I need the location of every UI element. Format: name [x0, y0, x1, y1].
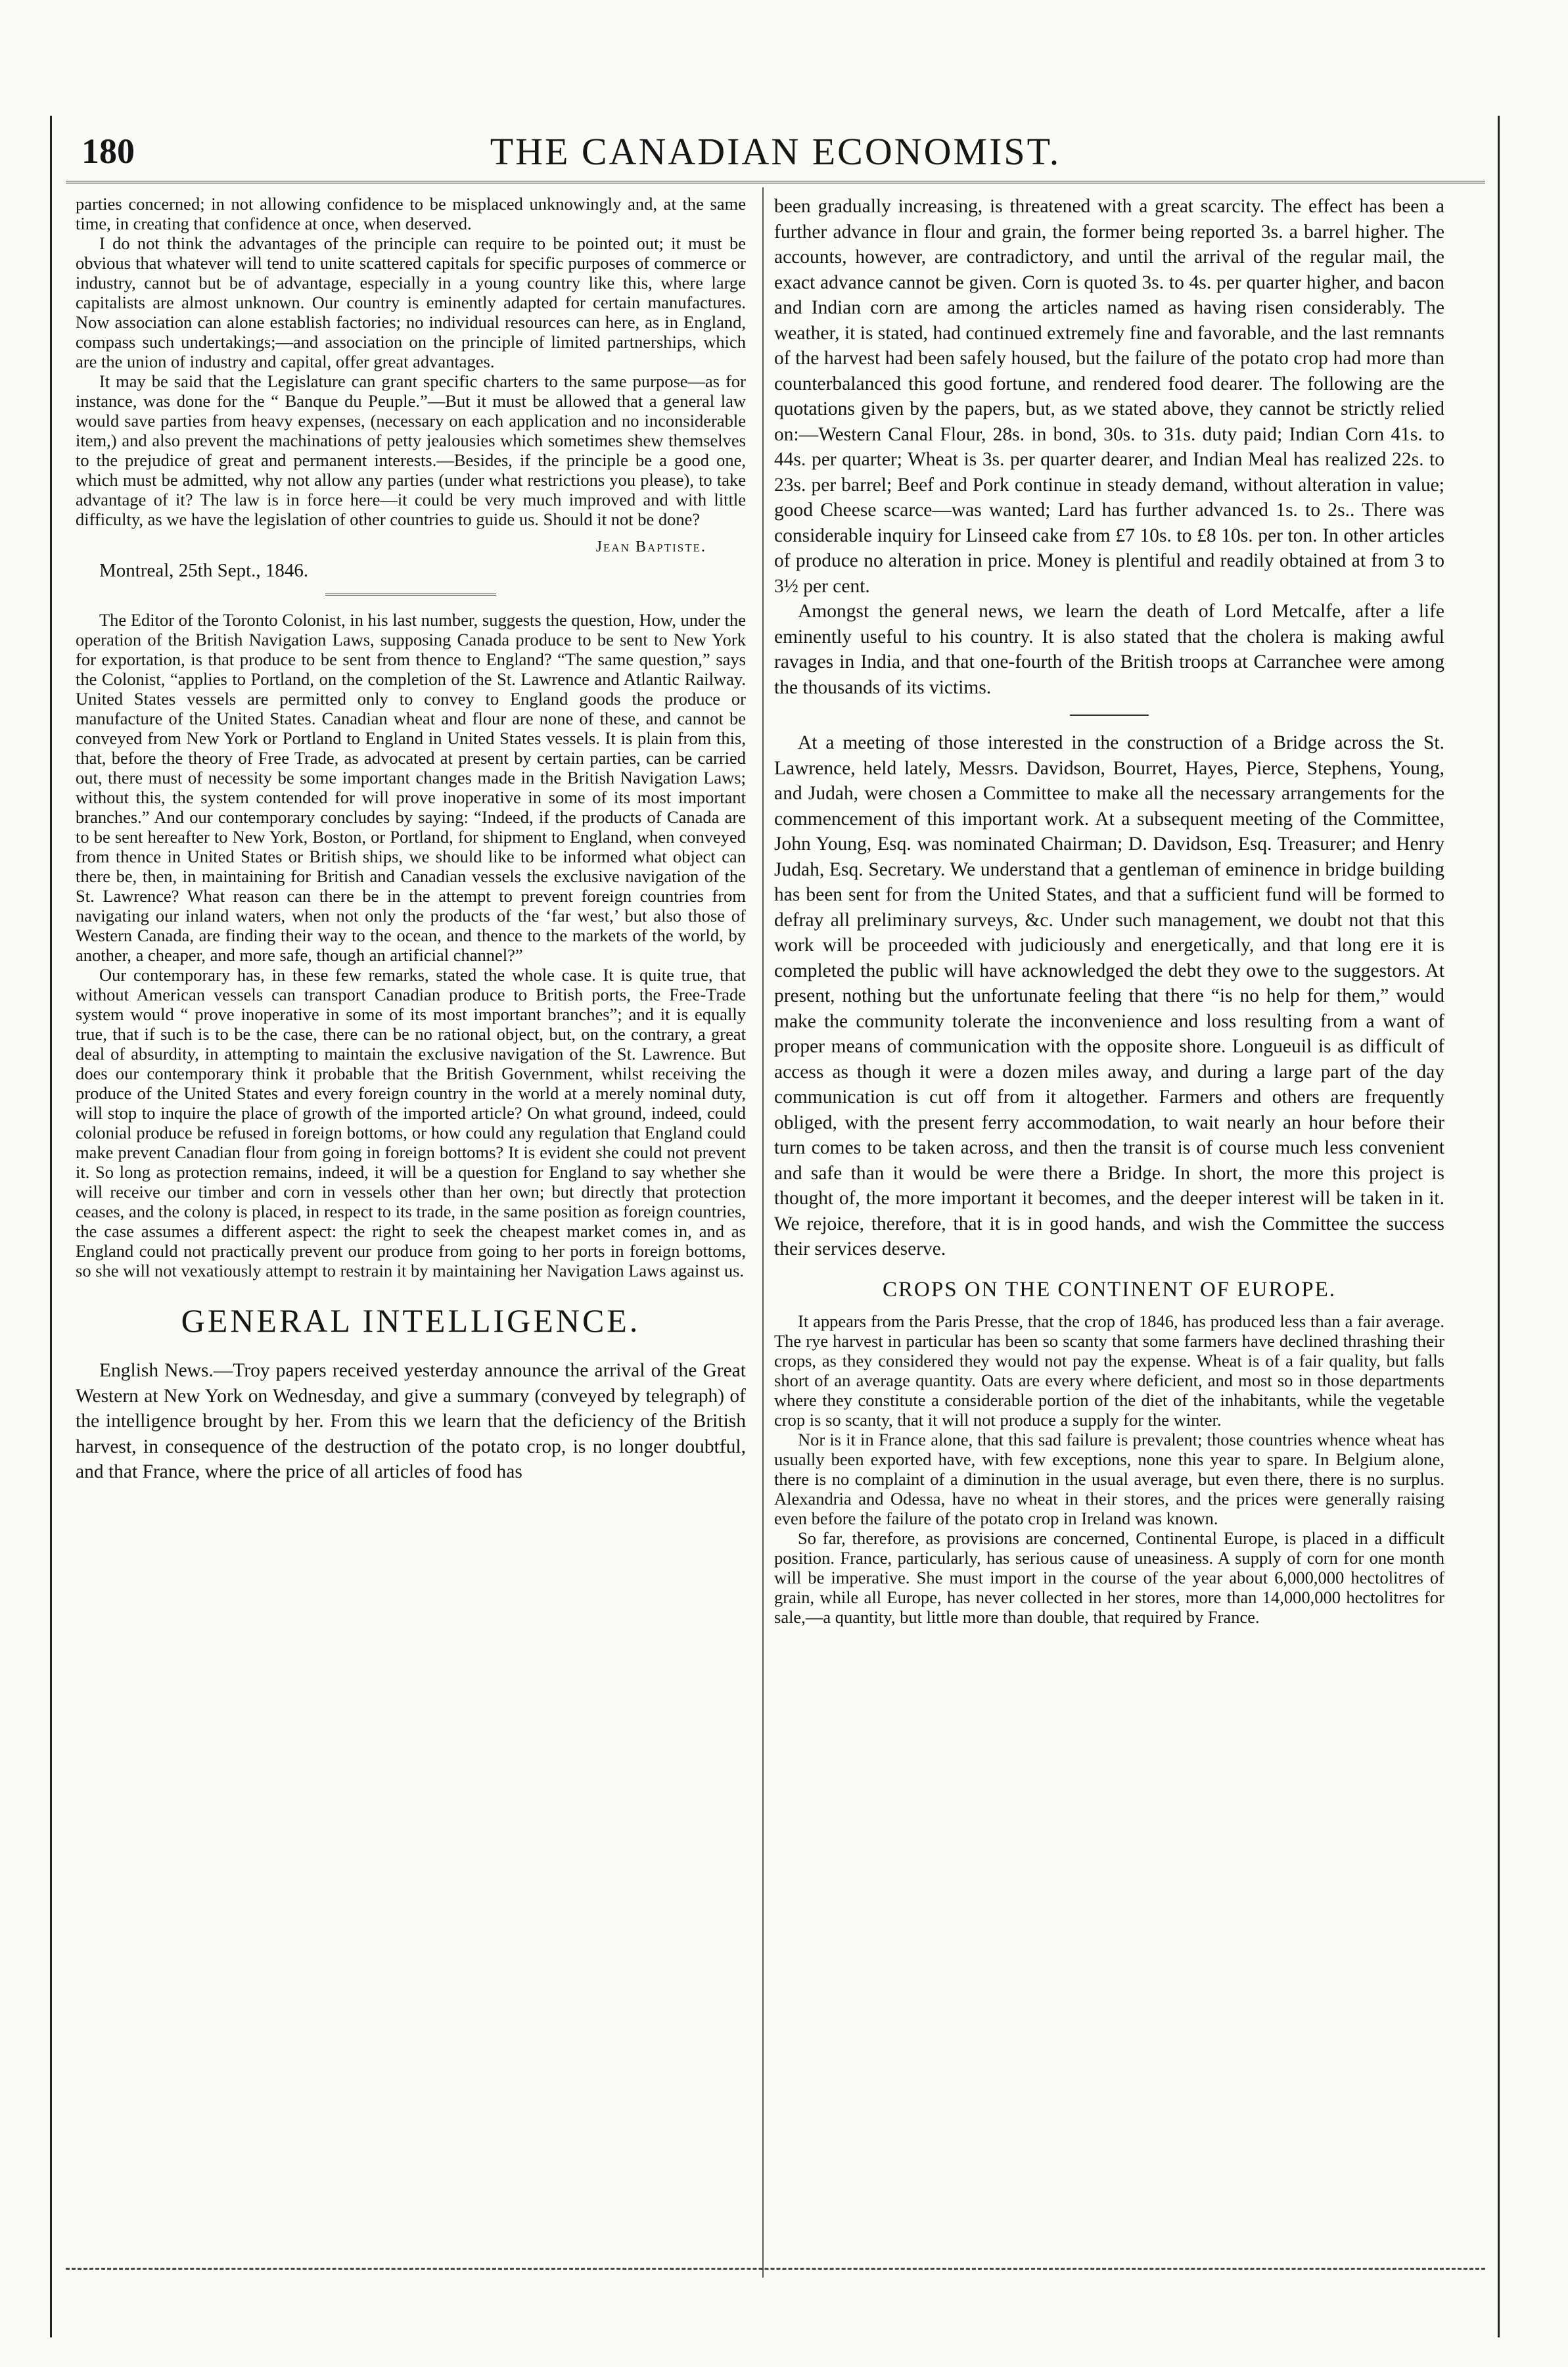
left-column — [76, 194, 746, 1485]
running-head — [66, 128, 1485, 183]
letter-dateline: Montreal, 25th Sept., 1846. — [99, 560, 309, 581]
crops-subheading: CROPS ON THE CONTINENT OF EUROPE. — [882, 1277, 1336, 1301]
page-number: 180 — [81, 131, 135, 171]
right-paragraph-3: At a meeting of those interested in the construction of a Bridge across the St. Lawrence, held lately, Messrs. Davidson, Bourret, Hayes, Pierce, Stephens, Young, and Judah, were chosen a Committee to make all the necessary arrangements for the commencement of this important work. At a subsequent meeting of the Committee, John Young, Esq. was nominated Chairman; D. Davidson, Esq. Treasurer; and Henry Judah, Esq. Secretary. We understand that a gentleman of eminence in bridge building has been sent for from the United States, and that a sufficient fund will be formed to defray all preliminary surveys, &c. Under such management, we doubt not that this work will be proceeded with judiciously and energetically, and that long ere it is completed the public will have acknowledged the debt they owe to the suggestors. At present, nothing but the unfortunate feeling that there “is no help for them,” would make the community tolerate the inconvenience and loss resulting from a want of proper means of communication with the opposite shore. Longueuil is as difficult of access as though it were a dozen miles away, and during a large part of the day communication is cut off from it altogether. Farmers and others are frequently obliged, with the present ferry accommodation, to wait nearly an hour before their turn comes to be taken across, and then the transit is of course much less convenient and safe than it would be were there a Bridge. In short, the more this project is thought of, the more important it becomes, and the deeper interest will be taken in it. We rejoice, therefore, that it is in good hands, and wish the Committee the success their services deserve. — [774, 732, 1444, 1259]
journal-title: THE CANADIAN ECONOMIST. — [490, 130, 1061, 173]
left-paragraph-2: I do not think the advantages of the principle can require to be pointed out; it must be obvious that whatever will tend to unite scattered capitals for specific purposes of commerce or industry, cannot but be of advantage, especially in a young country like this, where large capitalists are almost unknown. Our country is eminently adapted for certain manufactures. Now association can alone establish factories; no individual resources can here, as in England, compass such undertakings;—and association on the principle of limited partnerships, which are the union of industry and capital, offer great advantages. — [76, 233, 746, 371]
bottom-rule — [66, 2268, 1485, 2270]
section-heading: GENERAL INTELLIGENCE. — [181, 1302, 641, 1339]
left-paragraph-4: The Editor of the Toronto Colonist, in his last number, suggests the question, How, under the operation of the British Navigation Laws, supposing Canada produce to be sent to New York for exportation, is that produce to be sent from thence to England? “The same question,” says the Colonist, “applies to Portland, on the completion of the St. Lawrence and Atlantic Railway. United States vessels are permitted only to convey to England goods the produce or manufacture of the United States. Canadian wheat and flour are none of these, and cannot be conveyed from New York or Portland to England in United States vessels. It is plain from this, that, before the theory of Free Trade, as advocated at present by certain parties, can be carried out, there must of necessity be some important changes made in the British Navigation Laws; without this, the system contended for will prove inoperative in some of its most important branches.” And our contemporary concludes by saying: “Indeed, if the products of Canada are to be sent hereafter to New York, Boston, or Portland, for shipment to England, when conveyed from thence in United States or British ships, we should like to be informed what object can there be, then, in maintaining for British and Canadian vessels the exclusive navigation of the St. Lawrence? What reason can there be in the attempt to prevent foreign countries from navigating our inland waters, when not only the products of the ‘far west,’ but also those of Western Canada, are finding their way to the ocean, and thence to the markets of the world, by another, a cheaper, and more safe, though an artificial channel?” — [76, 610, 746, 965]
right-paragraph-1: been gradually increasing, is threatened with a great scarcity. The effect has been a further advance in flour and grain, the former being reported 3s. a barrel higher. The accounts, however, are contradictory, and until the arrival of the regular mail, the exact advance cannot be given. Corn is quoted 3s. to 4s. per quarter higher, and bacon and Indian corn are among the articles named as having risen considerably. The weather, it is stated, had continued extremely fine and favorable, and the last remnants of the harvest had been safely housed, but the failure of the potato crop had more than counterbalanced this good fortune, and rendered food dearer. The following are the quotations given by the papers, but, as we stated above, they cannot be strictly relied on:—Western Canal Flour, 28s. in bond, 30s. to 31s. duty paid; Indian Corn 41s. to 44s. per quarter; Wheat is 3s. per quarter dearer, and Indian Meal has realized 22s. to 23s. per barrel; Beef and Pork continue in steady demand, without alteration in value; good Cheese scarce—was wanted; Lard has further advanced 1s. to 2s.. There was considerable inquiry for Linseed cake from £7 10s. to £8 10s. per ton. In other articles of produce no alteration in price. Money is plentiful and readily obtained at from 3 to 3½ per cent. — [774, 196, 1444, 597]
right-column — [774, 194, 1444, 1627]
letter-signature: Jean Baptiste. — [595, 538, 706, 555]
left-paragraph-5: Our contemporary has, in these few remarks, stated the whole case. It is quite true, that without American vessels can transport Canadian produce to British ports, the Free-Trade system would “ prove inoperative in some of its most important branches”; and it is equally true, that if such is to be the case, there can be no rational object, but, on the contrary, a great deal of absurdity, in attempting to maintain the exclusive navigation of the St. Lawrence. But does our contemporary think it probable that the British Government, whilst receiving the produce of the United States and every foreign country in the world at a merely nominal duty, will stop to inquire the place of growth of the imported article? On what ground, indeed, could colonial produce be refused in foreign bottoms, or how could any regulation that England could make prevent Canadian flour from going in foreign bottoms? It is evident she could not prevent it. So long as protection remains, indeed, it will be a question for England to say whether she will receive our timber and corn in vessels other than her own; but directly that protection ceases, and the colony is placed, in respect to its trade, in the same position as foreign countries, the case assumes a different aspect: the right to seek the cheapest market comes in, and as England could not practically prevent our produce from going to her ports in foreign bottoms, so she will not vexatiously attempt to restrain it by maintaining her Navigation Laws against us. — [76, 965, 746, 1280]
right-paragraph-5: Nor is it in France alone, that this sad failure is prevalent; those countries whence wheat has usually been exported have, with few exceptions, none this year to spare. In Belgium alone, there is no complaint of a diminution in the usual average, but even there, there is no surplus. Alexandria and Odessa, have no wheat in their stores, and the prices were generally raising even before the failure of the potato crop in Ireland was known. — [774, 1429, 1444, 1528]
column-divider — [762, 187, 764, 2278]
left-paragraph-6: English News.—Troy papers received yesterday announce the arrival of the Great Western at New York on Wednesday, and give a summary (conveyed by telegraph) of the intelligence brought by her. From this we learn that the deficiency of the British harvest, in consequence of the destruction of the potato crop, is no longer doubtful, and that France, where the price of all articles of food has — [76, 1360, 746, 1482]
left-paragraph-3: It may be said that the Legislature can grant specific charters to the same purpose—as for instance, was done for the “ Banque du Peuple.”—But it must be allowed that a general law would save parties from heavy expenses, (necessary on each application and no inconsiderable item,) and also prevent the machinations of petty jealousies which sometimes shew themselves to the prejudice of great and permanent interests.—Besides, if the principle be a good one, which must be admitted, why not allow any parties (under what restrictions you please), to take advantage of it? The law is in force here—it could be very much improved and with little difficulty, as we have the legislation of other countries to guide us. Should it not be done? — [76, 371, 746, 529]
section-rule — [325, 594, 496, 596]
right-paragraph-2: Amongst the general news, we learn the death of Lord Metcalfe, after a life eminently useful to his country. It is also stated that the cholera is making awful ravages in India, and that one-fourth of the British troops at Carranchee were among the thousands of its victims. — [774, 601, 1444, 698]
right-paragraph-4: It appears from the Paris Presse, that the crop of 1846, has produced less than a fair average. The rye harvest in particular has been so scanty that some farmers have declined thrashing their crops, as they considered they would not pay the expense. Wheat is of a fair quality, but falls short of an average quantity. Oats are every where deficient, and most so in those departments where they constitute a considerable portion of the diet of the inhabitants, while the vegetable crop is so scanty, that it will not produce a supply for the winter. — [774, 1311, 1444, 1430]
right-paragraph-6: So far, therefore, as provisions are concerned, Continental Europe, is placed in a difficult position. France, particularly, has serious cause of uneasiness. A supply of corn for one month will be imperative. She must import in the course of the year about 6,000,000 hectolitres of grain, while all Europe, has never collected in her stores, more than 14,000,000 hectolitres for sale,—a quantity, but little more than double, that required by France. — [774, 1528, 1444, 1627]
item-rule — [1070, 715, 1149, 716]
left-paragraph-1: parties concerned; in not allowing confidence to be misplaced unknowingly and, at the same time, in creating that confidence at once, when deserved. — [76, 194, 746, 233]
